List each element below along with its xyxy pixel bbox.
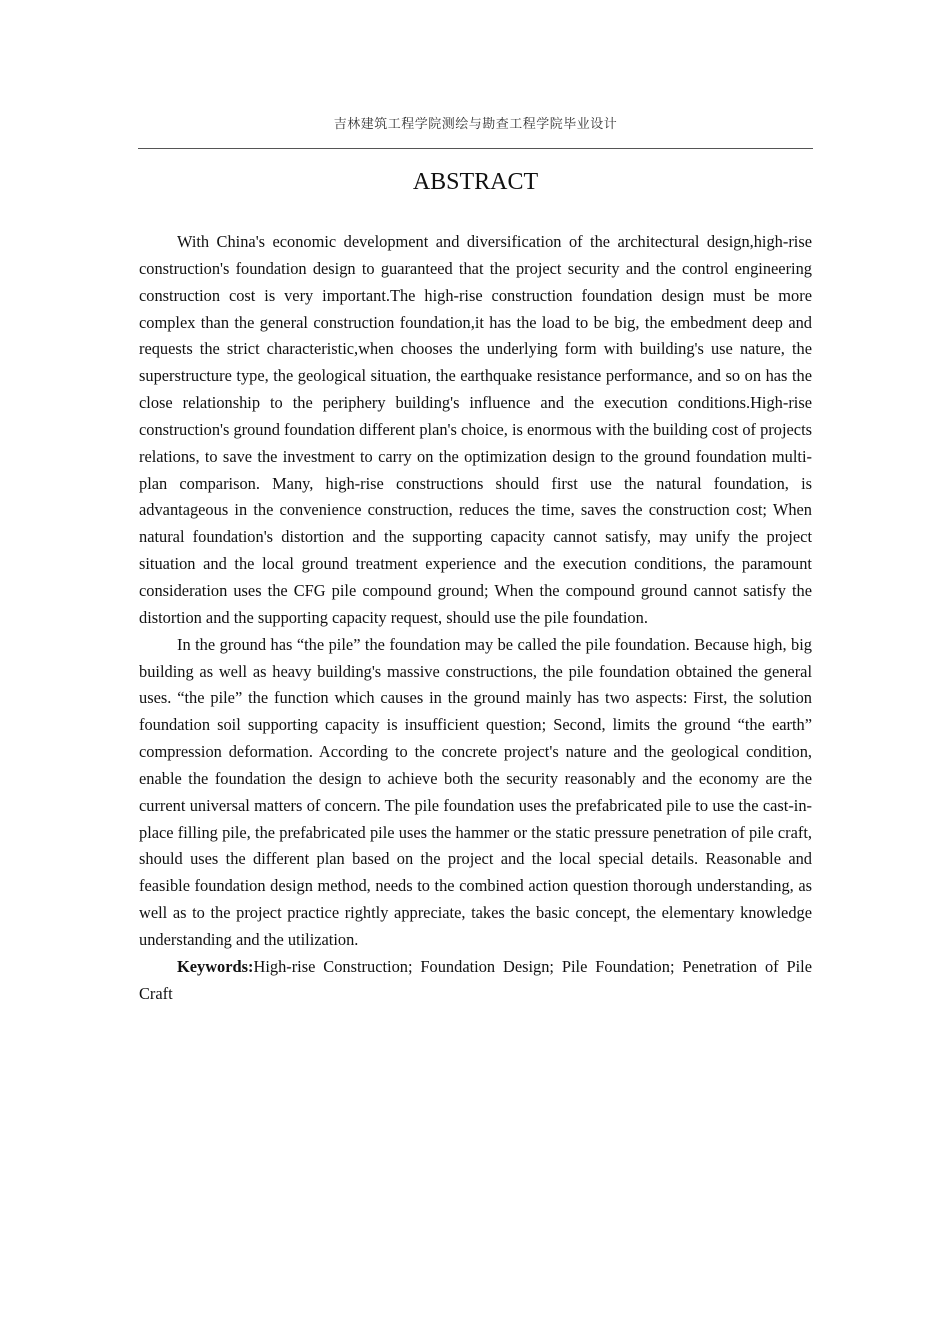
- abstract-paragraph-1: With China's economic development and diversification of the architectural design,high-rise construction's foundation design to guaranteed that the project security and the control engineering construction cost is very important.The high-rise construction foundation design must be more complex than the general construction foundation,it has the load to be big, the embedment deep and requests the strict characteristic,when chooses the underlying form with building's use nature, the superstructure type, the geological situation, the earthquake resistance performance, and so on has the close relationship to the periphery building's influence and the execution conditions.High-rise construction's ground foundation different plan's choice, is enormous with the building cost of projects relations, to save the investment to carry on the optimization design to the ground foundation multi-plan comparison. Many, high-rise constructions should first use the natural foundation, is advantageous in the convenience construction, reduces the time, saves the construction cost; When natural foundation's distortion and the supporting capacity cannot satisfy, may unify the project situation and the local ground treatment experience and the execution conditions, the paramount consideration uses the CFG pile compound ground; When the compound ground cannot satisfy the distortion and the supporting capacity request, should use the pile foundation.: [139, 232, 812, 627]
- abstract-body: [139, 229, 812, 1007]
- header-divider: [138, 148, 813, 149]
- keywords-line: [139, 954, 812, 1008]
- keywords-value: High-rise Construction; Foundation Design; Pile Foundation; Penetration of Pile Craft: [139, 956, 812, 1003]
- abstract-paragraph-2: In the ground has “the pile” the foundation may be called the pile foundation. Because high, big building as well as heavy building's massive constructions, the pile foundation obtained the general uses. “the pile” the function which causes in the ground mainly has two aspects: First, the solution foundation soil supporting capacity is insufficient question; Second, limits the ground “the earth” compression deformation. According to the concrete project's nature and the geological condition, enable the foundation the design to achieve both the security reasonably and the economy are the current universal matters of concern. The pile foundation uses the prefabricated pile to use the cast-in-place filling pile, the prefabricated pile uses the hammer or the static pressure penetration of pile craft, should uses the different plan based on the project and the local special details. Reasonable and feasible foundation design method, needs to the combined action question thorough understanding, as well as to the project practice rightly appreciate, takes the basic concept, the elementary knowledge understanding and the utilization.: [139, 634, 812, 949]
- running-header: 吉林建筑工程学院测绘与勘查工程学院毕业设计: [333, 116, 618, 131]
- keywords-label: Keywords:: [177, 956, 254, 976]
- abstract-title: ABSTRACT: [412, 169, 539, 195]
